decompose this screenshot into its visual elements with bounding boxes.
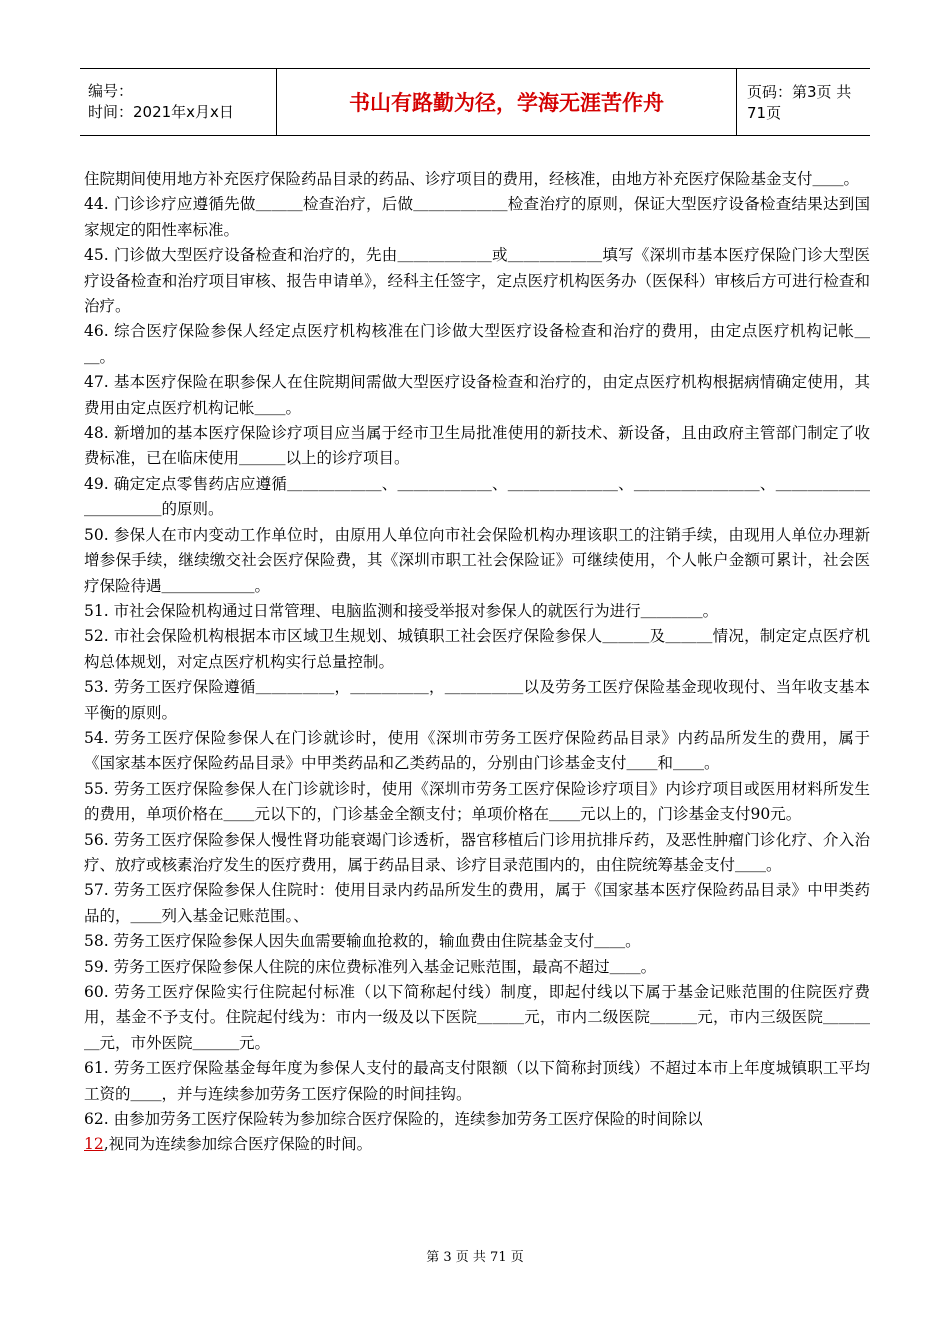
document-body: [84, 167, 870, 1158]
question-58: 58. 劳务工医疗保险参保人因失血需要输血抢救的，输血费由住院基金支付＿＿。: [84, 932, 641, 951]
question-51: 51. 市社会保险机构通过日常管理、电脑监测和接受举报对参保人的就医行为进行＿＿＿＿。: [84, 601, 719, 620]
question-53: 53. 劳务工医疗保险遵循＿＿＿＿＿，＿＿＿＿＿，＿＿＿＿＿以及劳务工医疗保险基金现收现付、当年收支基本平衡的原则。: [84, 678, 870, 722]
underlined-answer: 12: [84, 1135, 104, 1154]
question-48: 48. 新增加的基本医疗保险诊疗项目应当属于经市卫生局批准使用的新技术、新设备，且由政府主管部门制定了收费标准，已在临床使用＿＿＿以上的诊疗项目。: [84, 424, 870, 468]
question-45: 45. 门诊做大型医疗设备检查和治疗的，先由＿＿＿＿＿＿或＿＿＿＿＿＿填写《深圳市基本医疗保险门诊大型医疗设备检查和治疗项目审核、报告申请单》，经科主任签字，定点医疗机构医务办（医保科）审核后方可进行检查和治疗。: [84, 246, 870, 316]
header-meta: [80, 69, 277, 135]
question-46: 46. 综合医疗保险参保人经定点医疗机构核准在门诊做大型医疗设备检查和治疗的费用，由定点医疗机构记帐＿＿。: [84, 322, 870, 366]
document-number-label: 编号：: [88, 82, 134, 100]
question-56: 56. 劳务工医疗保险参保人慢性肾功能衰竭门诊透析，器官移植后门诊用抗排斥药，及恶性肿瘤门诊化疗、介入治疗、放疗或核素治疗发生的医疗费用，属于药品目录、诊疗目录范围内的，由住院统筹基金支付＿＿。: [84, 830, 870, 874]
question-54: 54. 劳务工医疗保险参保人在门诊就诊时，使用《深圳市劳务工医疗保险药品目录》内药品所发生的费用，属于《国家基本医疗保险药品目录》中甲类药品和乙类药品的，分别由门诊基金支付＿＿和＿＿。: [84, 728, 870, 773]
page-footer: 第 3 页 共 71 页: [426, 1250, 524, 1265]
question-55: 55. 劳务工医疗保险参保人在门诊就诊时，使用《深圳市劳务工医疗保险诊疗项目》内诊疗项目或医用材料所发生的费用，单项价格在＿＿元以下的，门诊基金全额支付；单项价格在＿＿元以上的，门诊基金支付90元。: [84, 779, 870, 824]
header-page-info: 页码：第3页 共71页: [747, 83, 852, 122]
page-header: [80, 68, 870, 136]
question-49: 49. 确定定点零售药店应遵循＿＿＿＿＿＿、＿＿＿＿＿＿、＿＿＿＿＿＿＿、＿＿＿＿＿＿＿＿、＿＿＿＿＿＿＿＿＿＿＿的原则。: [84, 474, 870, 519]
question-62-text: 62. 由参加劳务工医疗保险转为参加综合医疗保险的，连续参加劳务工医疗保险的时间除以: [84, 1110, 703, 1129]
question-44: 44. 门诊诊疗应遵循先做＿＿＿检查治疗，后做＿＿＿＿＿＿检查治疗的原则，保证大型医疗设备检查结果达到国家规定的阳性率标准。: [84, 195, 870, 239]
question-61: 61. 劳务工医疗保险基金每年度为参保人支付的最高支付限额（以下简称封顶线）不超过本市上年度城镇职工平均工资的＿＿，并与连续参加劳务工医疗保险的时间挂钩。: [84, 1059, 870, 1103]
question-59: 59. 劳务工医疗保险参保人住院的床位费标准列入基金记账范围，最高不超过＿＿。: [84, 957, 657, 976]
paragraph: 住院期间使用地方补充医疗保险药品目录的药品、诊疗项目的费用，经核准，由地方补充医疗保险基金支付＿＿。: [84, 170, 860, 188]
question-62: [84, 1107, 870, 1158]
header-motto: 书山有路勤为径，学海无涯苦作舟: [277, 69, 737, 135]
question-50: 50. 参保人在市内变动工作单位时，由原用人单位向市社会保险机构办理该职工的注销手续，由现用人单位办理新增参保手续，继续缴交社会医疗保险费，其《深圳市职工社会保险证》可继续使用，个人帐户金额可累计，社会医疗保险待遇＿＿＿＿＿＿。: [84, 525, 870, 595]
document-date: 时间：2021年x月x日: [88, 103, 234, 121]
question-52: 52. 市社会保险机构根据本市区域卫生规划、城镇职工社会医疗保险参保人＿＿＿及＿＿＿情况，制定定点医疗机构总体规划，对定点医疗机构实行总量控制。: [84, 627, 870, 671]
question-62-tail: ,视同为连续参加综合医疗保险的时间。: [103, 1135, 373, 1154]
question-47: 47. 基本医疗保险在职参保人在住院期间需做大型医疗设备检查和治疗的，由定点医疗机构根据病情确定使用，其费用由定点医疗机构记帐＿＿。: [84, 373, 870, 417]
question-60: 60. 劳务工医疗保险实行住院起付标准（以下简称起付线）制度，即起付线以下属于基金记账范围的住院医疗费用，基金不予支付。住院起付线为：市内一级及以下医院＿＿＿元，市内二级医院＿＿＿元，市内三级医院＿＿＿＿元，市外医院＿＿＿元。: [84, 983, 870, 1052]
question-57: 57. 劳务工医疗保险参保人住院时：使用目录内药品所发生的费用，属于《国家基本医疗保险药品目录》中甲类药品的，＿＿列入基金记账范围。、: [84, 881, 870, 925]
